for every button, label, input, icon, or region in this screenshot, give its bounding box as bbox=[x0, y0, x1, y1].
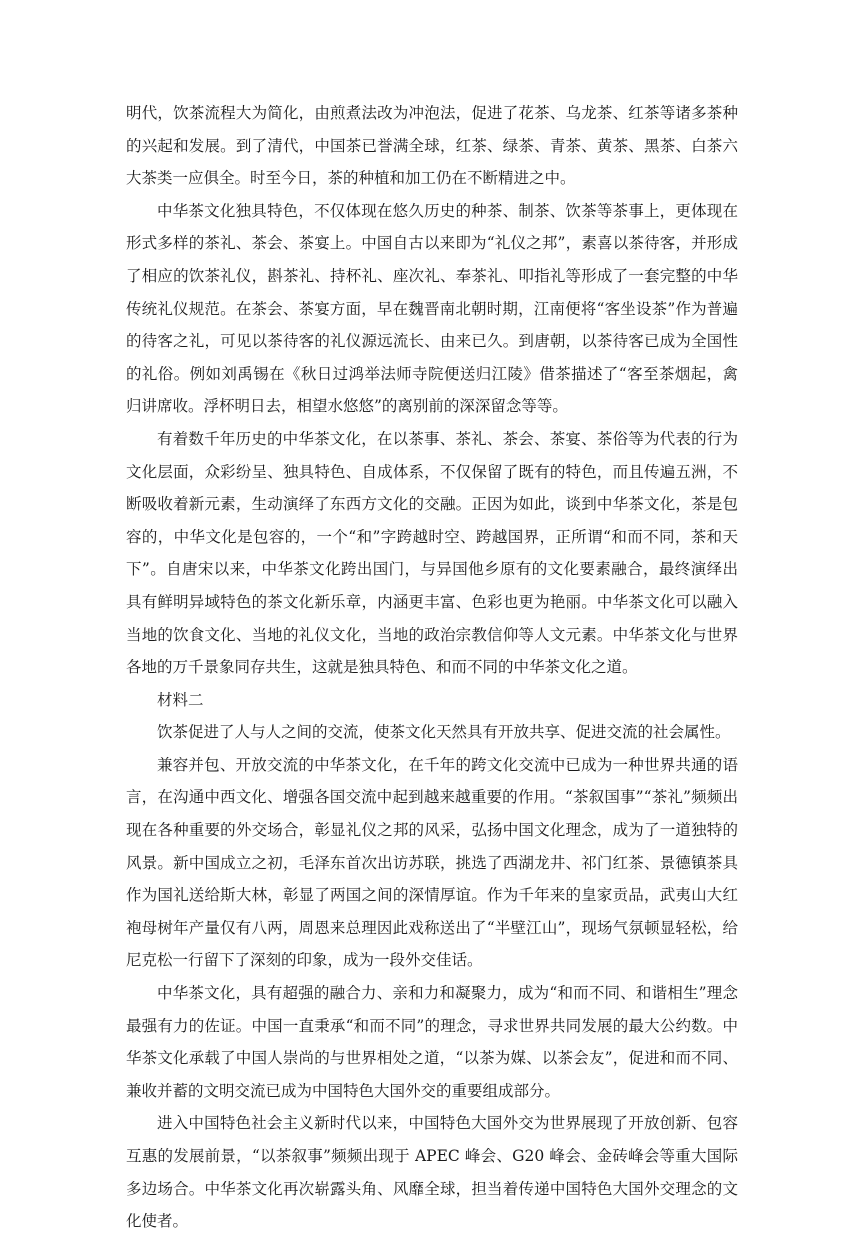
paragraph-new-era-diplomacy: 进入中国特色社会主义新时代以来，中国特色大国外交为世界展现了开放创新、包容互惠的发展前景，“以茶叙事”频频出现于 APEC 峰会、G20 峰会、金砖峰会等重大国际多边场合。中华茶文化再次崭露头角、风靡全球，担当着传递中国特色大国外交理念的文化使者。 bbox=[126, 1114, 738, 1231]
document-body bbox=[126, 97, 738, 1238]
paragraph-harmony-in-diversity: 中华茶文化，具有超强的融合力、亲和力和凝聚力，成为“和而不同、和谐相生”理念最强有力的佐证。中国一直秉承“和而不同”的理念，寻求世界共同发展的最大公约数。中华茶文化承载了中国人崇尚的与世界相处之道，“以茶为媒、以茶会友”，促进和而不同、兼收并蓄的文明交流已成为中国特色大国外交的重要组成部分。 bbox=[126, 984, 738, 1100]
section-heading-material-two: 材料二 bbox=[157, 690, 204, 709]
paragraph-tea-etiquette: 中华茶文化独具特色，不仅体现在悠久历史的种茶、制茶、饮茶等茶事上，更体现在形式多样的茶礼、茶会、茶宴上。中国自古以来即为“礼仪之邦”，素喜以茶待客，并形成了相应的饮茶礼仪，斟茶礼、持杯礼、座次礼、奉茶礼、叩指礼等形成了一套完整的中华传统礼仪规范。在茶会、茶宴方面，早在魏晋南北朝时期，江南便将“客坐设茶”作为普遍的待客之礼，可见以茶待客的礼仪源远流长、由来已久。到唐朝，以茶待客已成为全国性的礼俗。例如刘禹锡在《秋日过鸿举法师寺院便送归江陵》借茶描述了“客至茶烟起，禽归讲席收。浮杯明日去，相望水悠悠”的离别前的深深留念等等。 bbox=[126, 201, 738, 416]
paragraph-tea-social-exchange: 饮茶促进了人与人之间的交流，使茶文化天然具有开放共享、促进交流的社会属性。 bbox=[157, 723, 731, 742]
paragraph-ming-qing-tea: 明代，饮茶流程大为简化，由煎煮法改为冲泡法，促进了花茶、乌龙茶、红茶等诸多茶种的兴起和发展。到了清代，中国茶已誉满全球，红茶、绿茶、青茶、黄茶、黑茶、白茶六大茶类一应俱全。时至今日，茶的种植和加工仍在不断精进之中。 bbox=[126, 104, 738, 188]
paragraph-tea-culture-harmony: 有着数千年历史的中华茶文化，在以茶事、茶礼、茶会、茶宴、茶俗等为代表的行为文化层面，众彩纷呈、独具特色、自成体系，不仅保留了既有的特色，而且传遍五洲，不断吸收着新元素，生动演绎了东西方文化的交融。正因为如此，谈到中华茶文化，茶是包容的，中华文化是包容的，一个“和”字跨越时空、跨越国界，正所谓“和而不同，茶和天下”。自唐宋以来，中华茶文化跨出国门，与异国他乡原有的文化要素融合，最终演绎出具有鲜明异域特色的茶文化新乐章，内涵更丰富、色彩也更为艳丽。中华茶文化可以融入当地的饮食文化、当地的礼仪文化，当地的政治宗教信仰等人文元素。中华茶文化与世界各地的万千景象同存共生，这就是独具特色、和而不同的中华茶文化之道。 bbox=[126, 429, 738, 677]
paragraph-tea-diplomacy: 兼容并包、开放交流的中华茶文化，在千年的跨文化交流中已成为一种世界共通的语言，在沟通中西文化、增强各国交流中起到越来越重要的作用。“茶叙国事”“茶礼”频频出现在各种重要的外交场合，彰显礼仪之邦的风采，弘扬中国文化理念，成为了一道独特的风景。新中国成立之初，毛泽东首次出访苏联，挑选了西湖龙井、祁门红茶、景德镇茶具作为国礼送给斯大林，彰显了两国之间的深情厚谊。作为千年来的皇家贡品，武夷山大红袍母树年产量仅有八两，周恩来总理因此戏称送出了“半壁江山”，现场气氛顿显轻松，给尼克松一行留下了深刻的印象，成为一段外交佳话。 bbox=[126, 755, 738, 970]
